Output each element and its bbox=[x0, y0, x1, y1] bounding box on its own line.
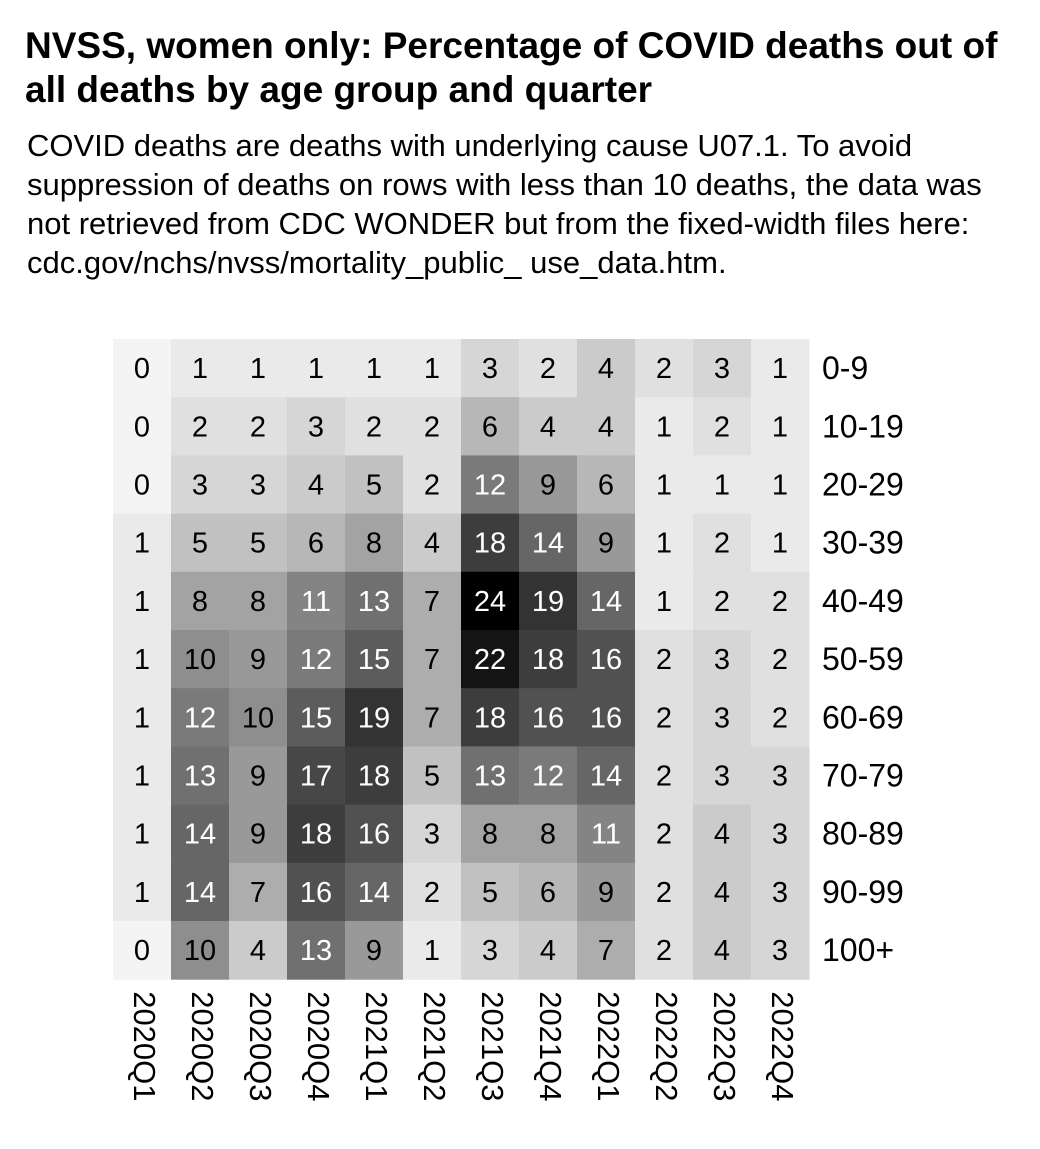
cell-value-label: 14 bbox=[183, 876, 217, 909]
x-tick-label: 2022Q2 bbox=[648, 991, 684, 1102]
cell-value-label: 4 bbox=[423, 527, 441, 560]
cell-value-label: 1 bbox=[133, 760, 151, 793]
cell-value-label: 3 bbox=[771, 876, 789, 909]
cell-value-label: 18 bbox=[531, 644, 565, 677]
cell-value-label: 0 bbox=[133, 411, 151, 444]
cell-value-label: 9 bbox=[597, 876, 615, 909]
cell-value-label: 3 bbox=[771, 818, 789, 851]
cell-value-label: 1 bbox=[713, 469, 731, 502]
cell-value-label: 1 bbox=[133, 585, 151, 618]
cell-value-label: 1 bbox=[423, 353, 441, 386]
cell-value-label: 14 bbox=[357, 876, 391, 909]
cell-value-label: 2 bbox=[655, 760, 673, 793]
cell-value-label: 1 bbox=[191, 353, 209, 386]
cell-value-label: 10 bbox=[183, 935, 217, 968]
cell-value-label: 18 bbox=[299, 818, 333, 851]
y-tick-label: 40-49 bbox=[822, 582, 904, 619]
y-tick-label: 50-59 bbox=[822, 641, 904, 678]
chart-subtitle: COVID deaths are deaths with underlying cause U07.1. To avoid suppression of deaths on rows with less than 10 deaths, the data was not retrieved from CDC WONDER but from the fixed-width files here: cdc.gov/nchs/nvss/mortality_public_ use_data.htm. bbox=[27, 128, 982, 280]
cell-value-label: 1 bbox=[307, 353, 325, 386]
cell-value-label: 2 bbox=[249, 411, 267, 444]
cell-value-label: 2 bbox=[655, 353, 673, 386]
cell-value-label: 3 bbox=[191, 469, 209, 502]
cell-value-label: 4 bbox=[539, 411, 557, 444]
cell-value-label: 3 bbox=[249, 469, 267, 502]
cell-value-label: 3 bbox=[713, 702, 731, 735]
cell-value-label: 8 bbox=[191, 585, 209, 618]
cell-value-label: 3 bbox=[713, 353, 731, 386]
cell-value-label: 16 bbox=[531, 702, 565, 735]
cell-value-label: 6 bbox=[307, 527, 325, 560]
cell-value-label: 8 bbox=[539, 818, 557, 851]
cell-value-label: 14 bbox=[183, 818, 217, 851]
y-tick-label: 100+ bbox=[822, 932, 895, 969]
cell-value-label: 5 bbox=[423, 760, 441, 793]
cell-value-label: 3 bbox=[481, 353, 499, 386]
cell-value-label: 4 bbox=[307, 469, 325, 502]
cell-value-label: 3 bbox=[713, 644, 731, 677]
cell-value-label: 11 bbox=[300, 585, 332, 618]
cell-value-label: 16 bbox=[589, 644, 623, 677]
cell-value-label: 1 bbox=[655, 527, 673, 560]
cell-value-label: 1 bbox=[655, 411, 673, 444]
cell-value-label: 2 bbox=[713, 527, 731, 560]
y-tick-label: 0-9 bbox=[822, 350, 869, 387]
cell-value-label: 3 bbox=[481, 935, 499, 968]
cell-value-label: 1 bbox=[133, 644, 151, 677]
x-tick-label: 2022Q1 bbox=[590, 991, 626, 1102]
cell-value-label: 1 bbox=[365, 353, 383, 386]
cell-value-label: 14 bbox=[531, 527, 565, 560]
cell-value-label: 1 bbox=[133, 876, 151, 909]
cell-value-label: 15 bbox=[299, 702, 333, 735]
cell-value-label: 3 bbox=[771, 935, 789, 968]
cell-value-label: 3 bbox=[771, 760, 789, 793]
cell-value-label: 10 bbox=[183, 644, 217, 677]
cell-value-label: 12 bbox=[183, 702, 217, 735]
cell-value-label: 9 bbox=[365, 935, 383, 968]
y-tick-label: 30-39 bbox=[822, 524, 904, 561]
cell-value-label: 12 bbox=[531, 760, 565, 793]
cell-value-label: 2 bbox=[655, 702, 673, 735]
cell-value-label: 1 bbox=[771, 353, 789, 386]
cell-value-label: 2 bbox=[655, 876, 673, 909]
cell-value-label: 1 bbox=[133, 702, 151, 735]
cell-value-label: 4 bbox=[713, 935, 731, 968]
cell-value-label: 9 bbox=[539, 469, 557, 502]
cell-value-label: 2 bbox=[365, 411, 383, 444]
cell-value-label: 1 bbox=[133, 818, 151, 851]
cell-value-label: 4 bbox=[597, 353, 615, 386]
cell-value-label: 3 bbox=[713, 760, 731, 793]
x-tick-label: 2022Q4 bbox=[764, 991, 800, 1102]
cell-value-label: 5 bbox=[481, 876, 499, 909]
cell-value-label: 2 bbox=[771, 585, 789, 618]
cell-value-label: 19 bbox=[531, 585, 565, 618]
cell-value-label: 5 bbox=[191, 527, 209, 560]
cell-value-label: 2 bbox=[655, 644, 673, 677]
cell-value-label: 1 bbox=[771, 527, 789, 560]
x-tick-label: 2021Q4 bbox=[532, 991, 568, 1102]
cell-value-label: 7 bbox=[423, 585, 441, 618]
x-tick-label: 2020Q4 bbox=[300, 991, 336, 1102]
cell-value-label: 7 bbox=[423, 702, 441, 735]
cell-value-label: 12 bbox=[473, 469, 507, 502]
cell-value-label: 13 bbox=[299, 935, 333, 968]
cell-value-label: 17 bbox=[299, 760, 333, 793]
cell-value-label: 2 bbox=[423, 469, 441, 502]
cell-value-label: 1 bbox=[249, 353, 267, 386]
cell-value-label: 5 bbox=[365, 469, 383, 502]
cell-value-label: 13 bbox=[183, 760, 217, 793]
y-tick-label: 60-69 bbox=[822, 699, 904, 736]
y-tick-label: 70-79 bbox=[822, 757, 904, 794]
cell-value-label: 9 bbox=[597, 527, 615, 560]
cell-value-label: 2 bbox=[423, 876, 441, 909]
cell-value-label: 4 bbox=[249, 935, 267, 968]
cell-value-label: 10 bbox=[241, 702, 275, 735]
cell-value-label: 4 bbox=[713, 818, 731, 851]
cell-value-label: 12 bbox=[299, 644, 333, 677]
x-tick-label: 2021Q2 bbox=[416, 991, 452, 1102]
cell-value-label: 4 bbox=[713, 876, 731, 909]
cell-value-label: 19 bbox=[357, 702, 391, 735]
y-tick-label: 20-29 bbox=[822, 466, 904, 503]
cell-value-label: 24 bbox=[473, 585, 507, 618]
y-tick-label: 10-19 bbox=[822, 408, 904, 445]
cell-value-label: 3 bbox=[307, 411, 325, 444]
cell-value-label: 7 bbox=[423, 644, 441, 677]
cell-value-label: 16 bbox=[357, 818, 391, 851]
cell-value-label: 0 bbox=[133, 935, 151, 968]
cell-value-label: 7 bbox=[597, 935, 615, 968]
cell-value-label: 6 bbox=[539, 876, 557, 909]
cell-value-label: 4 bbox=[597, 411, 615, 444]
x-tick-label: 2020Q2 bbox=[184, 991, 220, 1102]
x-tick-label: 2021Q1 bbox=[358, 991, 394, 1102]
cell-value-label: 2 bbox=[713, 411, 731, 444]
y-tick-label: 90-99 bbox=[822, 873, 904, 910]
cell-value-label: 22 bbox=[473, 644, 507, 677]
cell-value-label: 5 bbox=[249, 527, 267, 560]
cell-value-label: 2 bbox=[539, 353, 557, 386]
cell-value-label: 1 bbox=[771, 469, 789, 502]
cell-value-label: 16 bbox=[589, 702, 623, 735]
cell-value-label: 2 bbox=[771, 702, 789, 735]
cell-value-label: 2 bbox=[191, 411, 209, 444]
cell-value-label: 2 bbox=[423, 411, 441, 444]
cell-value-label: 2 bbox=[655, 818, 673, 851]
cell-value-label: 11 bbox=[590, 818, 622, 851]
cell-value-label: 14 bbox=[589, 585, 623, 618]
cell-value-label: 9 bbox=[249, 644, 267, 677]
cell-value-label: 15 bbox=[357, 644, 391, 677]
cell-value-label: 18 bbox=[473, 702, 507, 735]
cell-value-label: 1 bbox=[655, 585, 673, 618]
cell-value-label: 18 bbox=[357, 760, 391, 793]
cell-value-label: 14 bbox=[589, 760, 623, 793]
cell-value-label: 7 bbox=[249, 876, 267, 909]
x-tick-label: 2022Q3 bbox=[706, 991, 742, 1102]
cell-value-label: 1 bbox=[771, 411, 789, 444]
chart-title: NVSS, women only: Percentage of COVID deaths out of all deaths by age group and quarter bbox=[25, 25, 998, 110]
cell-value-label: 0 bbox=[133, 469, 151, 502]
cell-value-label: 9 bbox=[249, 760, 267, 793]
cell-value-label: 2 bbox=[771, 644, 789, 677]
x-tick-label: 2021Q3 bbox=[474, 991, 510, 1102]
cell-value-label: 16 bbox=[299, 876, 333, 909]
cell-value-label: 2 bbox=[655, 935, 673, 968]
cell-value-label: 18 bbox=[473, 527, 507, 560]
cell-value-label: 4 bbox=[539, 935, 557, 968]
cell-value-label: 3 bbox=[423, 818, 441, 851]
cell-value-label: 8 bbox=[481, 818, 499, 851]
x-tick-label: 2020Q3 bbox=[242, 991, 278, 1102]
cell-value-label: 2 bbox=[713, 585, 731, 618]
cell-value-label: 6 bbox=[597, 469, 615, 502]
cell-value-label: 8 bbox=[365, 527, 383, 560]
cell-value-label: 1 bbox=[423, 935, 441, 968]
cell-value-label: 8 bbox=[249, 585, 267, 618]
cell-value-label: 13 bbox=[357, 585, 391, 618]
x-tick-label: 2020Q1 bbox=[126, 991, 162, 1102]
cell-value-label: 9 bbox=[249, 818, 267, 851]
cell-value-label: 1 bbox=[655, 469, 673, 502]
cell-value-label: 1 bbox=[133, 527, 151, 560]
cell-value-label: 13 bbox=[473, 760, 507, 793]
cell-value-label: 6 bbox=[481, 411, 499, 444]
cell-value-label: 0 bbox=[133, 353, 151, 386]
y-tick-label: 80-89 bbox=[822, 815, 904, 852]
